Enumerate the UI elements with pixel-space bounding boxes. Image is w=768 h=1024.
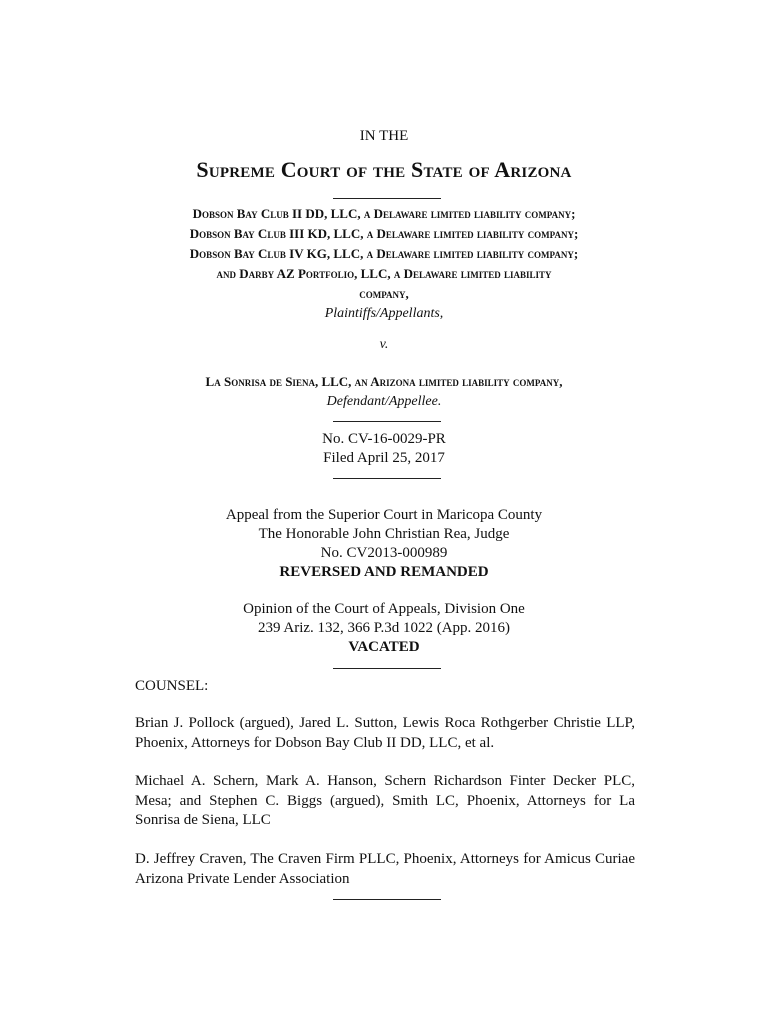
appeal-judge: The Honorable John Christian Rea, Judge bbox=[258, 526, 510, 542]
plaintiff-line: and Darby AZ Portfolio, LLC, a Delaware limited liability bbox=[216, 266, 552, 281]
filed-date: Filed April 25, 2017 bbox=[323, 450, 445, 466]
counsel-paragraph: D. Jeffrey Craven, The Craven Firm PLLC, Phoenix, Attorneys for Amicus Curiae Arizona Private Lender Association bbox=[135, 851, 635, 887]
appeal-case-number: No. CV2013-000989 bbox=[320, 545, 448, 561]
appeal-disposition: REVERSED AND REMANDED bbox=[279, 564, 489, 580]
divider bbox=[333, 421, 441, 422]
counsel-paragraph: Brian J. Pollock (argued), Jared L. Sutton, Lewis Roca Rothgerber Christie LLP, Phoenix, Attorneys for Dobson Bay Club II DD, LLC, et al. bbox=[135, 715, 635, 751]
appeal-block bbox=[0, 506, 768, 582]
plaintiffs-block bbox=[0, 204, 768, 324]
in-the-heading: IN THE bbox=[359, 128, 409, 144]
docket-block bbox=[0, 430, 768, 468]
defendant-block bbox=[0, 372, 768, 412]
docket-number: No. CV-16-0029-PR bbox=[322, 431, 446, 447]
plaintiff-line: Dobson Bay Club IV KG, LLC, a Delaware limited liability company; bbox=[189, 246, 579, 261]
counsel-paragraph: Michael A. Schern, Mark A. Hanson, Schern Richardson Finter Decker PLC, Mesa; and Stephen C. Biggs (argued), Smith LC, Phoenix, Attorneys for La Sonrisa de Siena, LLC bbox=[135, 773, 635, 828]
court-title: Supreme Court of the State of Arizona bbox=[196, 157, 572, 182]
plaintiff-line: Dobson Bay Club II DD, LLC, a Delaware limited liability company; bbox=[192, 206, 576, 221]
divider bbox=[333, 668, 441, 669]
divider bbox=[333, 198, 441, 199]
counsel-label: COUNSEL: bbox=[135, 678, 209, 694]
versus-label: v. bbox=[379, 337, 389, 352]
divider bbox=[333, 478, 441, 479]
divider bbox=[333, 899, 441, 900]
appeal-court: Appeal from the Superior Court in Maricopa County bbox=[225, 507, 543, 523]
opinion-block bbox=[0, 600, 768, 657]
opinion-source: Opinion of the Court of Appeals, Division One bbox=[243, 601, 525, 617]
defendant-name: La Sonrisa de Siena, LLC, an Arizona limited liability company, bbox=[205, 374, 563, 389]
plaintiff-line: company, bbox=[359, 286, 409, 301]
opinion-citation: 239 Ariz. 132, 366 P.3d 1022 (App. 2016) bbox=[257, 620, 511, 636]
plaintiff-line: Dobson Bay Club III KD, LLC, a Delaware limited liability company; bbox=[189, 226, 579, 241]
opinion-disposition: VACATED bbox=[348, 639, 420, 655]
defendant-role: Defendant/Appellee. bbox=[326, 394, 442, 409]
plaintiff-role: Plaintiffs/Appellants, bbox=[324, 306, 444, 321]
